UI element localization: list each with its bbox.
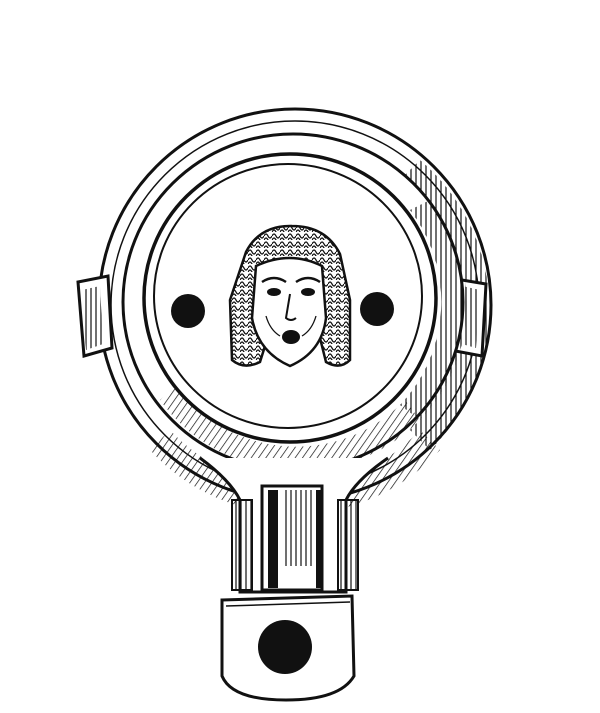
left-filling-hole (171, 294, 205, 328)
left-lug (78, 276, 112, 356)
lamp-nozzle-tip (222, 596, 354, 700)
right-filling-hole (360, 292, 394, 326)
theatre-mask-relief (230, 226, 350, 366)
wick-hole (258, 620, 312, 674)
lamp-nozzle (200, 458, 388, 592)
